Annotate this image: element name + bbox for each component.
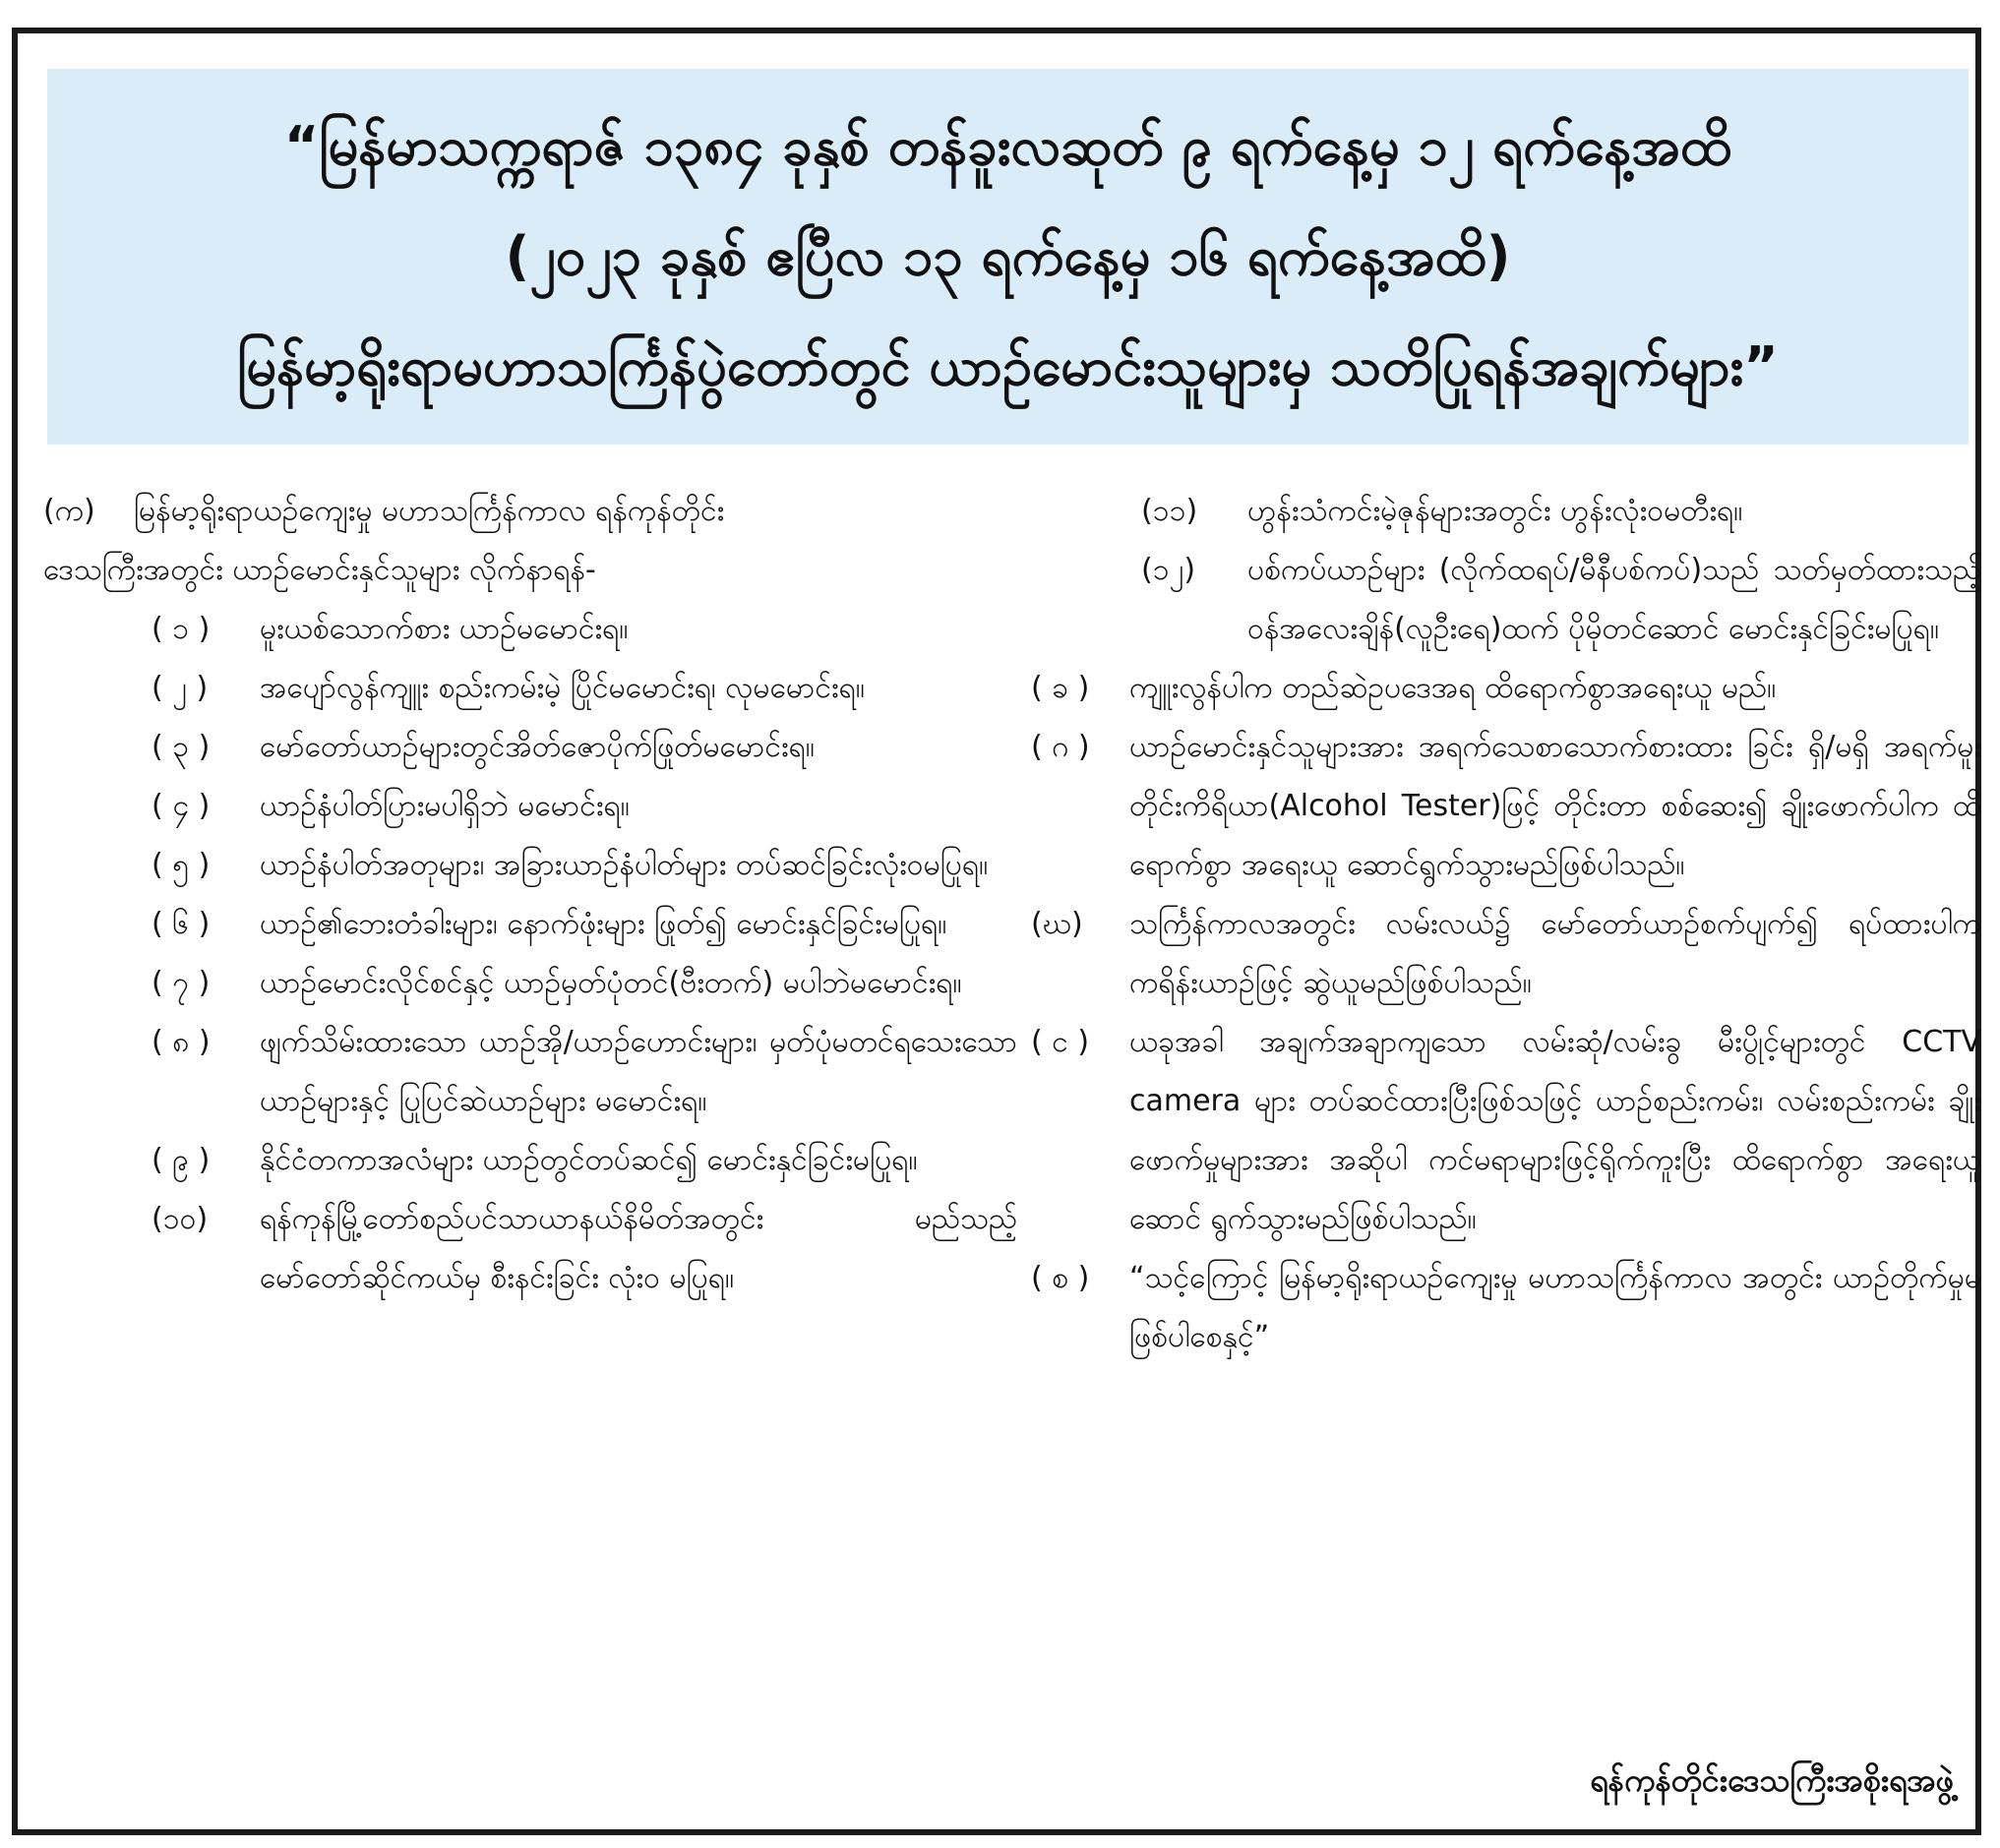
title-line-2: (၂၀၂၃ ခုနှစ် ဧပြီလ ၁၃ ရက်နေ့မှ ၁၆ ရက်နေ့အထိ): [505, 225, 1511, 287]
rule-text: ယာဉ်၏ဘေးတံခါးများ၊ နောက်ဖုံးများ ဖြုတ်၍ မောင်းနှင်ခြင်းမပြုရ။: [260, 907, 947, 941]
rule-text: ပစ်ကပ်ယာဉ်များ (လိုက်ထရပ်/မီနီပစ်ကပ်)သည် သတ်မှတ်ထားသည့် ဝန်အလေးချိန်(လူဦးရေ)ထက် ပိုမိုတင်ဆောင် မောင်းနှင်ခြင်းမပြုရ။: [1247, 553, 1981, 646]
rule-marker: (၁၀): [152, 1202, 209, 1236]
title-line-1: “မြန်မာသက္ကရာဇ် ၁၃၈၄ ခုနှစ် တန်ခူးလဆုတ် ၉ ရက်နေ့မှ ၁၂ ရက်နေ့အထိ: [283, 115, 1732, 177]
rule-marker: ( ၇ ): [152, 966, 211, 1000]
section-item: [1031, 718, 1981, 895]
rule-item: [43, 659, 1017, 718]
intro-item: [43, 482, 1017, 541]
section-item: [1031, 1249, 1981, 1367]
rule-text: ဟွန်းသံကင်းမဲ့ဇုန်များအတွင်း ဟွန်းလုံးဝမတီးရ။: [1247, 494, 1743, 528]
rule-text: ယာဉ်နံပါတ်အတုများ၊ အခြားယာဉ်နံပါတ်များ တပ်ဆင်ခြင်းလုံးဝမပြုရ။: [260, 848, 989, 882]
rule-item: [43, 836, 1017, 895]
rule-marker: ( ၄ ): [152, 789, 211, 823]
rule-text: အပျော်လွန်ကျူး စည်းကမ်းမဲ့ ပြိုင်မမောင်းရ၊ လုမမောင်းရ။: [260, 671, 865, 705]
section-marker: ( ခ ): [1031, 671, 1090, 705]
right-column: [1031, 482, 1981, 1367]
rule-marker: ( ၈ ): [152, 1025, 211, 1059]
rule-marker: ( ၂ ): [152, 671, 209, 705]
left-column: [43, 482, 1017, 1308]
section-item: [1031, 1013, 1981, 1249]
rule-item: [43, 777, 1017, 836]
rule-marker: ( ၃ ): [152, 730, 211, 764]
notice-frame: [12, 28, 1981, 1835]
section-item: [1031, 659, 1981, 718]
section-item: [1031, 895, 1981, 1013]
intro-marker: (က): [43, 494, 95, 528]
rule-item: [43, 1013, 1017, 1131]
section-marker: ( င ): [1031, 1025, 1090, 1059]
rule-marker: (၁၁): [1141, 494, 1198, 528]
rule-text: ယာဉ်မောင်းလိုင်စင်နှင့် ယာဉ်မှတ်ပုံတင်(ဗီးတက်) မပါဘဲမမောင်းရ။: [260, 966, 962, 1000]
intro-text: မြန်မာ့ရိုးရာယဉ်ကျေးမှု မဟာသင်္ကြန်ကာလ ရန်ကုန်တိုင်း: [134, 494, 725, 528]
rule-marker: ( ၆ ): [152, 907, 211, 941]
rule-item: [43, 954, 1017, 1013]
section-text: ယာဉ်မောင်းနှင်သူများအား အရက်သေစာသောက်စားထား ခြင်း ရှိ/မရှိ အရက်မူးတိုင်းကိရိယာ(Alcohol Tester)ဖြင့် တိုင်းတာ စစ်ဆေး၍ ချိုးဖောက်ပါက ထိရောက်စွာ အရေးယူ ဆောင်ရွက်သွားမည်ဖြစ်ပါသည်။: [1129, 730, 1981, 882]
rule-marker: (၁၂): [1141, 553, 1196, 587]
rule-text: ဖျက်သိမ်းထားသော ယာဉ်အို/ယာဉ်ဟောင်းများ၊ မှတ်ပုံမတင်ရသေးသော ယာဉ်များနှင့် ပြုပြင်ဆဲယာဉ်များ မမောင်းရ။: [260, 1025, 1017, 1118]
rule-text: ယာဉ်နံပါတ်ပြားမပါရှိဘဲ မမောင်းရ။: [260, 789, 630, 823]
issuer-signature: ရန်ကုန်တိုင်းဒေသကြီးအစိုးရအဖွဲ့: [1590, 1761, 1954, 1799]
rule-item: [43, 718, 1017, 777]
rule-marker: ( ၉ ): [152, 1143, 211, 1177]
rule-text: မော်တော်ယာဉ်များတွင်အိတ်ဇောပိုက်ဖြုတ်မမောင်းရ။: [260, 730, 815, 764]
intro-text-continued: ဒေသကြီးအတွင်း ယာဉ်မောင်းနှင်သူများ လိုက်နာရန်-: [43, 553, 596, 587]
rule-item: [43, 1190, 1017, 1308]
section-text: ကျူးလွန်ပါက တည်ဆဲဥပဒေအရ ထိရောက်စွာအရေးယူ မည်။: [1129, 671, 1777, 705]
rule-text: ရန်ကုန်မြို့တော်စည်ပင်သာယာနယ်နိမိတ်အတွင်း မည်သည့်မော်တော်ဆိုင်ကယ်မှ စီးနင်းခြင်း လုံးဝ မပြုရ။: [260, 1202, 1017, 1295]
rule-marker: ( ၁ ): [152, 612, 211, 646]
section-text: ယခုအခါ အချက်အချာကျသော လမ်းဆုံ/လမ်းခွ မီးပွိုင့်များတွင် CCTV camera များ တပ်ဆင်ထားပြီးဖြစ်သဖြင့် ယာဉ်စည်းကမ်း၊ လမ်းစည်းကမ်း ချိုးဖောက်မှုများအား အဆိုပါ ကင်မရာများဖြင့်ရိုက်ကူးပြီး ထိရောက်စွာ အရေးယူဆောင် ရွက်သွားမည်ဖြစ်ပါသည်။: [1129, 1025, 1981, 1236]
rule-text: နိုင်ငံတကာအလံများ ယာဉ်တွင်တပ်ဆင်၍ မောင်းနှင်ခြင်းမပြုရ။: [260, 1143, 918, 1177]
rule-text: မူးယစ်သောက်စား ယာဉ်မမောင်းရ။: [260, 612, 629, 646]
section-text: သင်္ကြန်ကာလအတွင်း လမ်းလယ်၌ မော်တော်ယာဉ်စက်ပျက်၍ ရပ်ထားပါက ကရိန်းယာဉ်ဖြင့် ဆွဲယူမည်ဖြစ်ပါသည်။: [1129, 907, 1981, 1000]
rule-item: [43, 895, 1017, 954]
rule-item: [1031, 541, 1981, 659]
rule-marker: ( ၅ ): [152, 848, 211, 882]
rule-item: [43, 600, 1017, 659]
rule-item: [43, 1131, 1017, 1190]
rule-item: [1031, 482, 1981, 541]
title-line-3: မြန်မာ့ရိုးရာမဟာသင်္ကြန်ပွဲတော်တွင် ယာဉ်မောင်းသူများမှ သတိပြုရန်အချက်များ”: [237, 335, 1779, 397]
section-text: “သင့်ကြောင့် မြန်မာ့ရိုးရာယဉ်ကျေးမှု မဟာသင်္ကြန်ကာလ အတွင်း ယာဉ်တိုက်မှုမဖြစ်ပါစေနှင့်”: [1129, 1261, 1981, 1354]
section-marker: (ဃ): [1031, 907, 1083, 941]
title-banner: [47, 69, 1969, 445]
section-marker: ( စ ): [1031, 1261, 1090, 1295]
section-marker: ( ဂ ): [1031, 730, 1090, 764]
